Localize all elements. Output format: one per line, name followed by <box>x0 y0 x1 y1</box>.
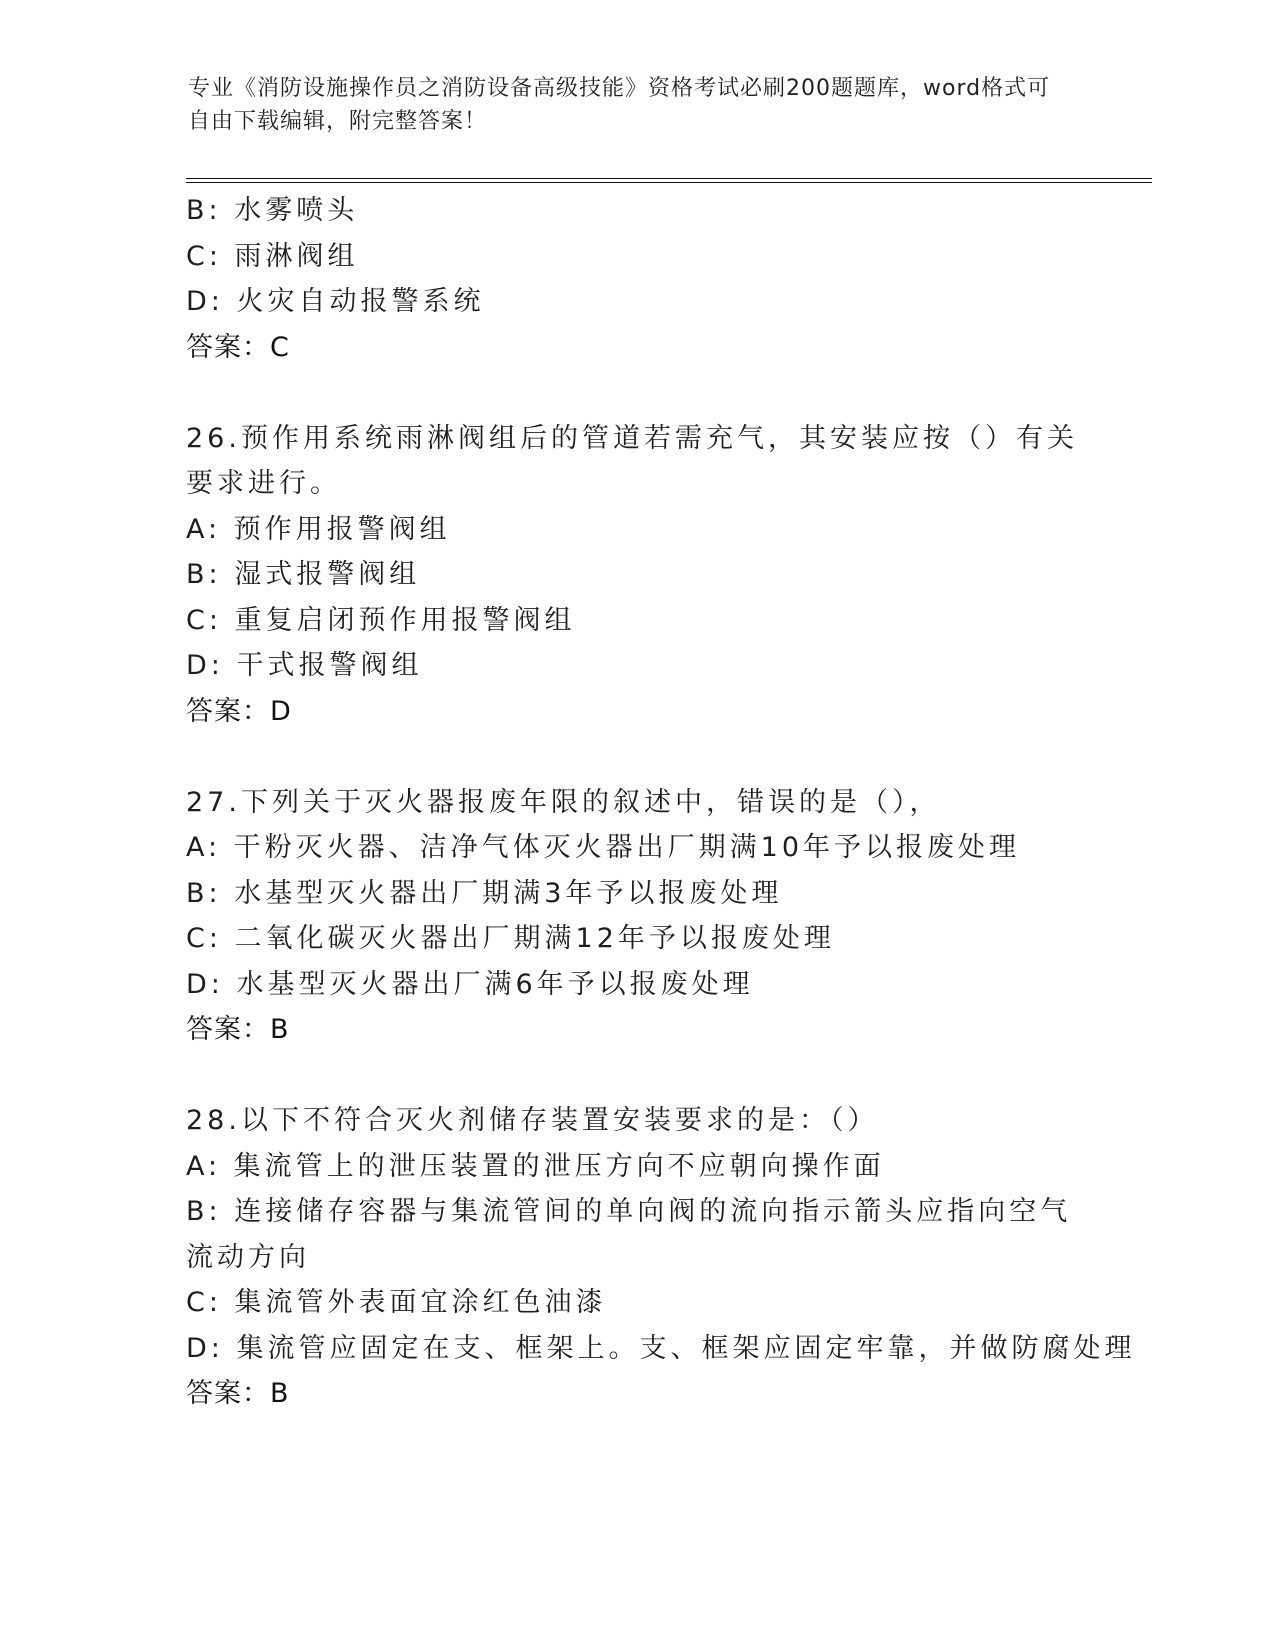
header-divider <box>186 178 1152 183</box>
option-d: D: 集流管应固定在支、框架上。支、框架应固定牢靠，并做防腐处理 <box>186 1332 1136 1364</box>
question-stem: 28.以下不符合灭火剂储存装置安装要求的是：（） <box>186 1105 879 1136</box>
option-c: C: 重复启闭预作用报警阀组 <box>186 604 576 636</box>
answer-line: 答案：C <box>186 331 290 363</box>
option-d: D: 干式报警阀组 <box>186 650 423 681</box>
option-d: D: 火灾自动报警系统 <box>186 286 485 317</box>
option-a: A: 预作用报警阀组 <box>186 513 451 545</box>
option-c: C: 二氧化碳灭火器出厂期满12年予以报废处理 <box>186 923 835 954</box>
spacer <box>186 734 1086 780</box>
answer-line: 答案：B <box>186 1014 290 1045</box>
option-d: D: 水基型灭火器出厂满6年予以报废处理 <box>186 968 754 1000</box>
option-b: B: 水雾喷头 <box>186 195 359 226</box>
question-list <box>186 188 1136 1417</box>
question-26 <box>186 416 1086 735</box>
option-b: B: 水基型灭火器出厂期满3年予以报废处理 <box>186 877 783 909</box>
option-a: A: 干粉灭火器、洁净气体灭火器出厂期满10年予以报废处理 <box>186 832 1021 863</box>
answer-line: 答案：D <box>186 695 292 727</box>
spacer <box>186 370 1086 416</box>
option-a: A: 集流管上的泄压装置的泄压方向不应朝向操作面 <box>186 1150 885 1182</box>
question-27 <box>186 780 1086 1053</box>
question-stem: 27.下列关于灭火器报废年限的叙述中，错误的是（）， <box>186 786 941 818</box>
answer-line: 答案：B <box>186 1378 290 1409</box>
option-c: C: 集流管外表面宜涂红色油漆 <box>186 1287 607 1318</box>
previous-question-tail <box>186 188 1086 370</box>
option-b: B: 连接储存容器与集流管间的单向阀的流向指示箭头应指向空气流动方向 <box>186 1196 1072 1273</box>
question-stem: 26.预作用系统雨淋阀组后的管道若需充气，其安装应按（）有关要求进行。 <box>186 422 1078 499</box>
spacer <box>186 1053 1086 1099</box>
option-c: C: 雨淋阀组 <box>186 240 359 272</box>
option-b: B: 湿式报警阀组 <box>186 559 421 590</box>
question-28 <box>186 1098 1136 1417</box>
document-header: 专业《消防设施操作员之消防设备高级技能》资格考试必刷200题题库，word格式可自由下载编辑，附完整答案！ <box>188 76 1051 134</box>
